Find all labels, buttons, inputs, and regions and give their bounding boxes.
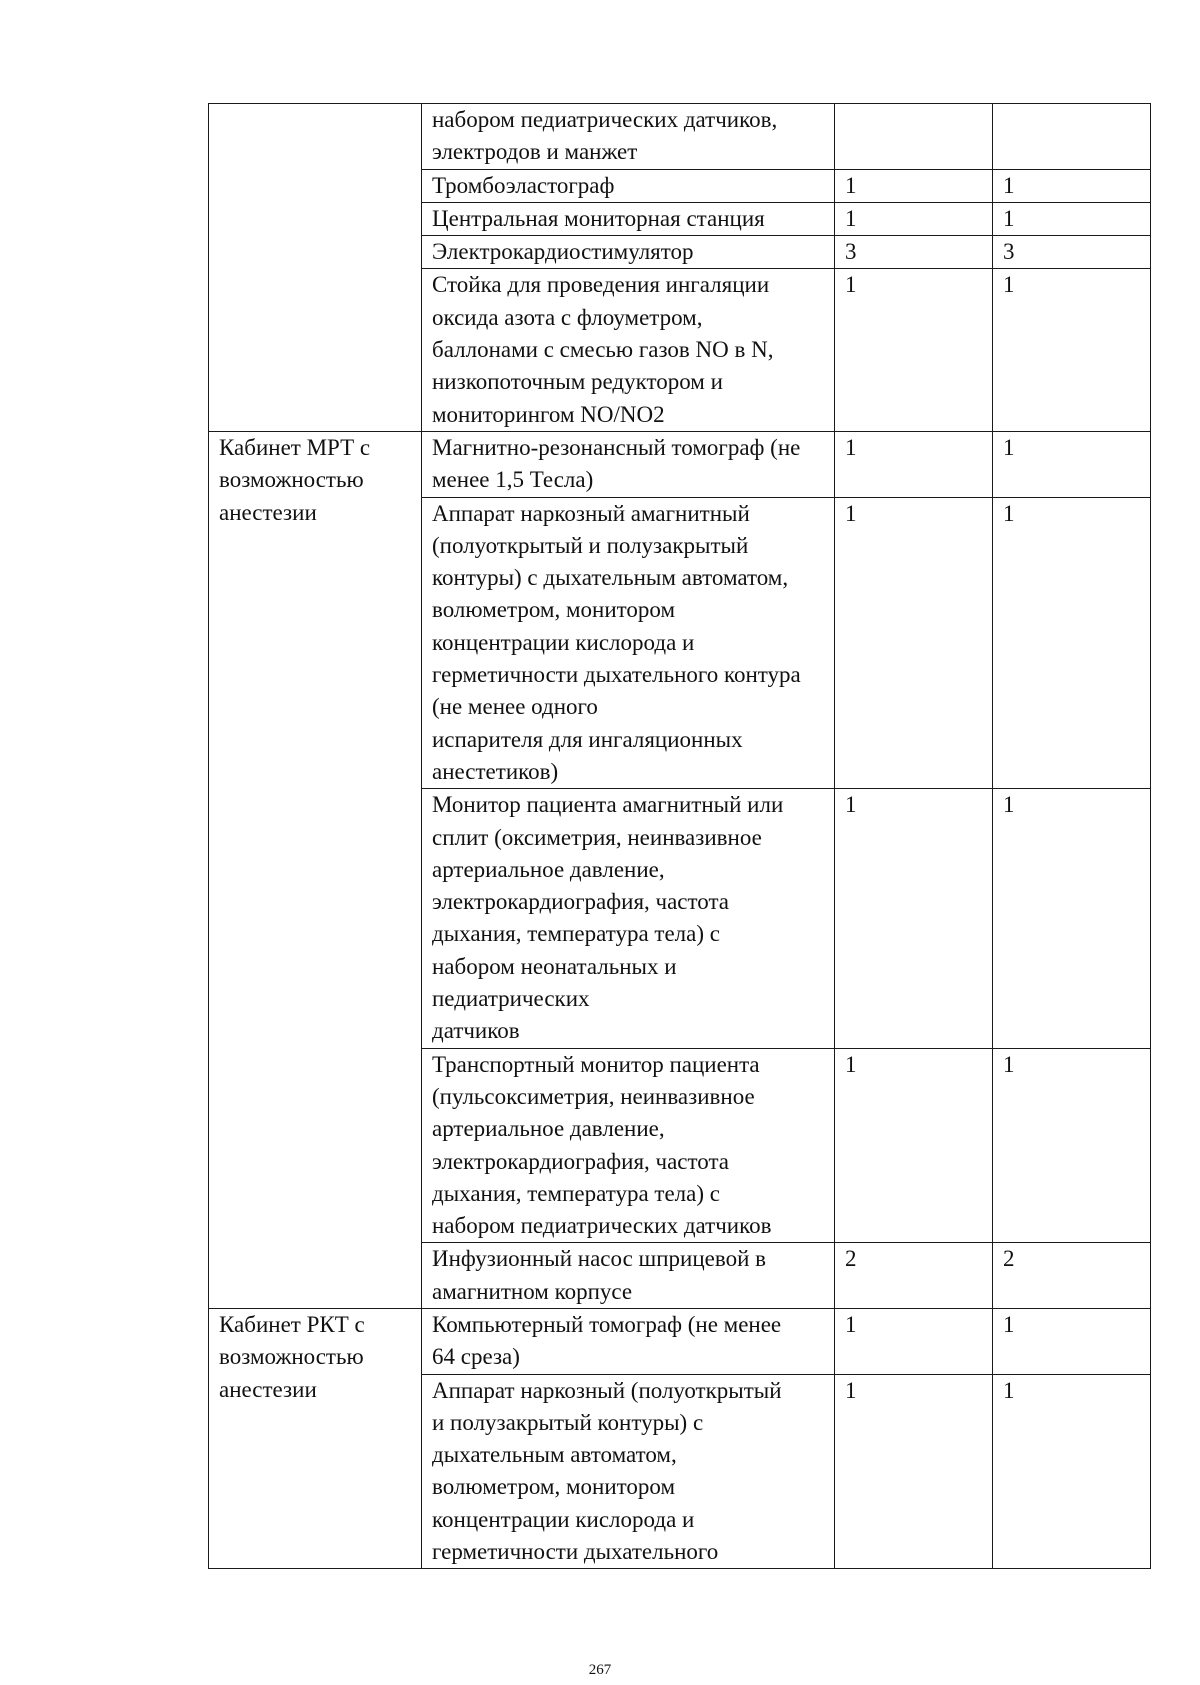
quantity-cell: 1 <box>835 202 993 235</box>
quantity-cell <box>993 104 1151 170</box>
quantity-cell: 3 <box>835 236 993 269</box>
quantity-cell: 1 <box>835 789 993 1048</box>
quantity-cell: 1 <box>993 169 1151 202</box>
item-cell: Монитор пациента амагнитный или сплит (оксиметрия, неинвазивное артериальное давление, электрокардиография, частота дыхания, температура тела) с набором неонатальных и педиатрических датчиков <box>422 789 835 1048</box>
table-row <box>209 1308 1151 1374</box>
table-row <box>209 431 1151 497</box>
page-number: 267 <box>588 1662 612 1678</box>
quantity-cell: 1 <box>835 1048 993 1243</box>
quantity-cell: 1 <box>835 169 993 202</box>
quantity-cell: 1 <box>993 269 1151 431</box>
table-row <box>209 104 1151 170</box>
item-cell: набором педиатрических датчиков, электродов и манжет <box>422 104 835 170</box>
quantity-cell <box>835 104 993 170</box>
section-cell <box>209 104 422 432</box>
quantity-cell: 1 <box>993 1048 1151 1243</box>
item-cell: Аппарат наркозный (полуоткрытый и полузакрытый контуры) с дыхательным автоматом, волюметром, монитором концентрации кислорода и герметичности дыхательного <box>422 1374 835 1569</box>
section-cell: Кабинет РКТ с возможностью анестезии <box>209 1308 422 1568</box>
item-cell: Компьютерный томограф (не менее 64 среза) <box>422 1308 835 1374</box>
quantity-cell: 1 <box>835 497 993 789</box>
item-cell: Стойка для проведения ингаляции оксида азота с флоуметром, баллонами с смесью газов NO в N, низкопоточным редуктором и мониторингом NO/NO2 <box>422 269 835 431</box>
quantity-cell: 1 <box>993 497 1151 789</box>
equipment-table <box>208 103 1151 1569</box>
item-cell: Транспортный монитор пациента (пульсоксиметрия, неинвазивное артериальное давление, электрокардиография, частота дыхания, температура тела) с набором педиатрических датчиков <box>422 1048 835 1243</box>
item-cell: Центральная мониторная станция <box>422 202 835 235</box>
quantity-cell: 1 <box>993 431 1151 497</box>
quantity-cell: 1 <box>993 1374 1151 1569</box>
item-cell: Аппарат наркозный амагнитный (полуоткрытый и полузакрытый контуры) с дыхательным автоматом, волюметром, монитором концентрации кислорода и герметичности дыхательного контура (не менее одного испарителя для ингаляционных анестетиков) <box>422 497 835 789</box>
quantity-cell: 1 <box>835 269 993 431</box>
quantity-cell: 1 <box>835 431 993 497</box>
section-cell: Кабинет МРТ с возможностью анестезии <box>209 431 422 1308</box>
quantity-cell: 2 <box>835 1243 993 1309</box>
quantity-cell: 1 <box>993 1308 1151 1374</box>
quantity-cell: 3 <box>993 236 1151 269</box>
quantity-cell: 2 <box>993 1243 1151 1309</box>
quantity-cell: 1 <box>835 1308 993 1374</box>
item-cell: Инфузионный насос шприцевой в амагнитном корпусе <box>422 1243 835 1309</box>
quantity-cell: 1 <box>993 202 1151 235</box>
quantity-cell: 1 <box>993 789 1151 1048</box>
item-cell: Электрокардиостимулятор <box>422 236 835 269</box>
item-cell: Магнитно-резонансный томограф (не менее 1,5 Тесла) <box>422 431 835 497</box>
item-cell: Тромбоэластограф <box>422 169 835 202</box>
quantity-cell: 1 <box>835 1374 993 1569</box>
